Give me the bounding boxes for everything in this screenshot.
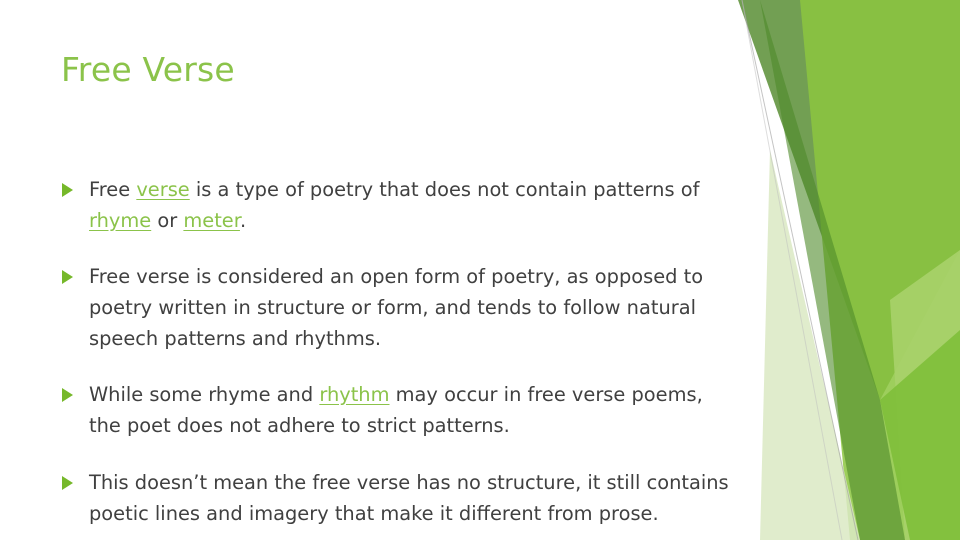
bullet-text: This doesn’t mean the free verse has no structure, it still contains poetic lines and imagery that make it different from prose.	[89, 471, 729, 525]
bullet-text: While some rhyme and	[89, 383, 320, 406]
bullet-arrow-icon	[62, 270, 73, 284]
bullet-text: .	[239, 209, 247, 232]
bullet-item	[62, 379, 732, 441]
bullet-arrow-icon	[62, 388, 73, 402]
bullet-list	[62, 174, 732, 540]
slide-title: Free Verse	[61, 50, 235, 89]
bullet-item	[62, 261, 732, 354]
bullet-text: is a type of poetry that does not contain patterns of	[189, 178, 700, 201]
bullet-arrow-icon	[62, 183, 73, 197]
glossary-link[interactable]: verse	[136, 178, 190, 201]
bullet-text: may occur in free verse poems, the poet does not adhere to strict patterns.	[89, 383, 703, 437]
glossary-link[interactable]: rhythm	[319, 383, 390, 406]
bullet-text: Free verse is considered an open form of poetry, as opposed to poetry written in structure or form, and tends to follow natural speech patterns and rhythms.	[89, 265, 704, 350]
glossary-link[interactable]: rhyme	[89, 209, 152, 232]
bullet-arrow-icon	[62, 476, 73, 490]
bullet-item	[62, 467, 732, 529]
bullet-text: Free	[89, 178, 137, 201]
glossary-link[interactable]: meter	[183, 209, 240, 232]
bullet-text: or	[151, 209, 184, 232]
bullet-item	[62, 174, 732, 236]
